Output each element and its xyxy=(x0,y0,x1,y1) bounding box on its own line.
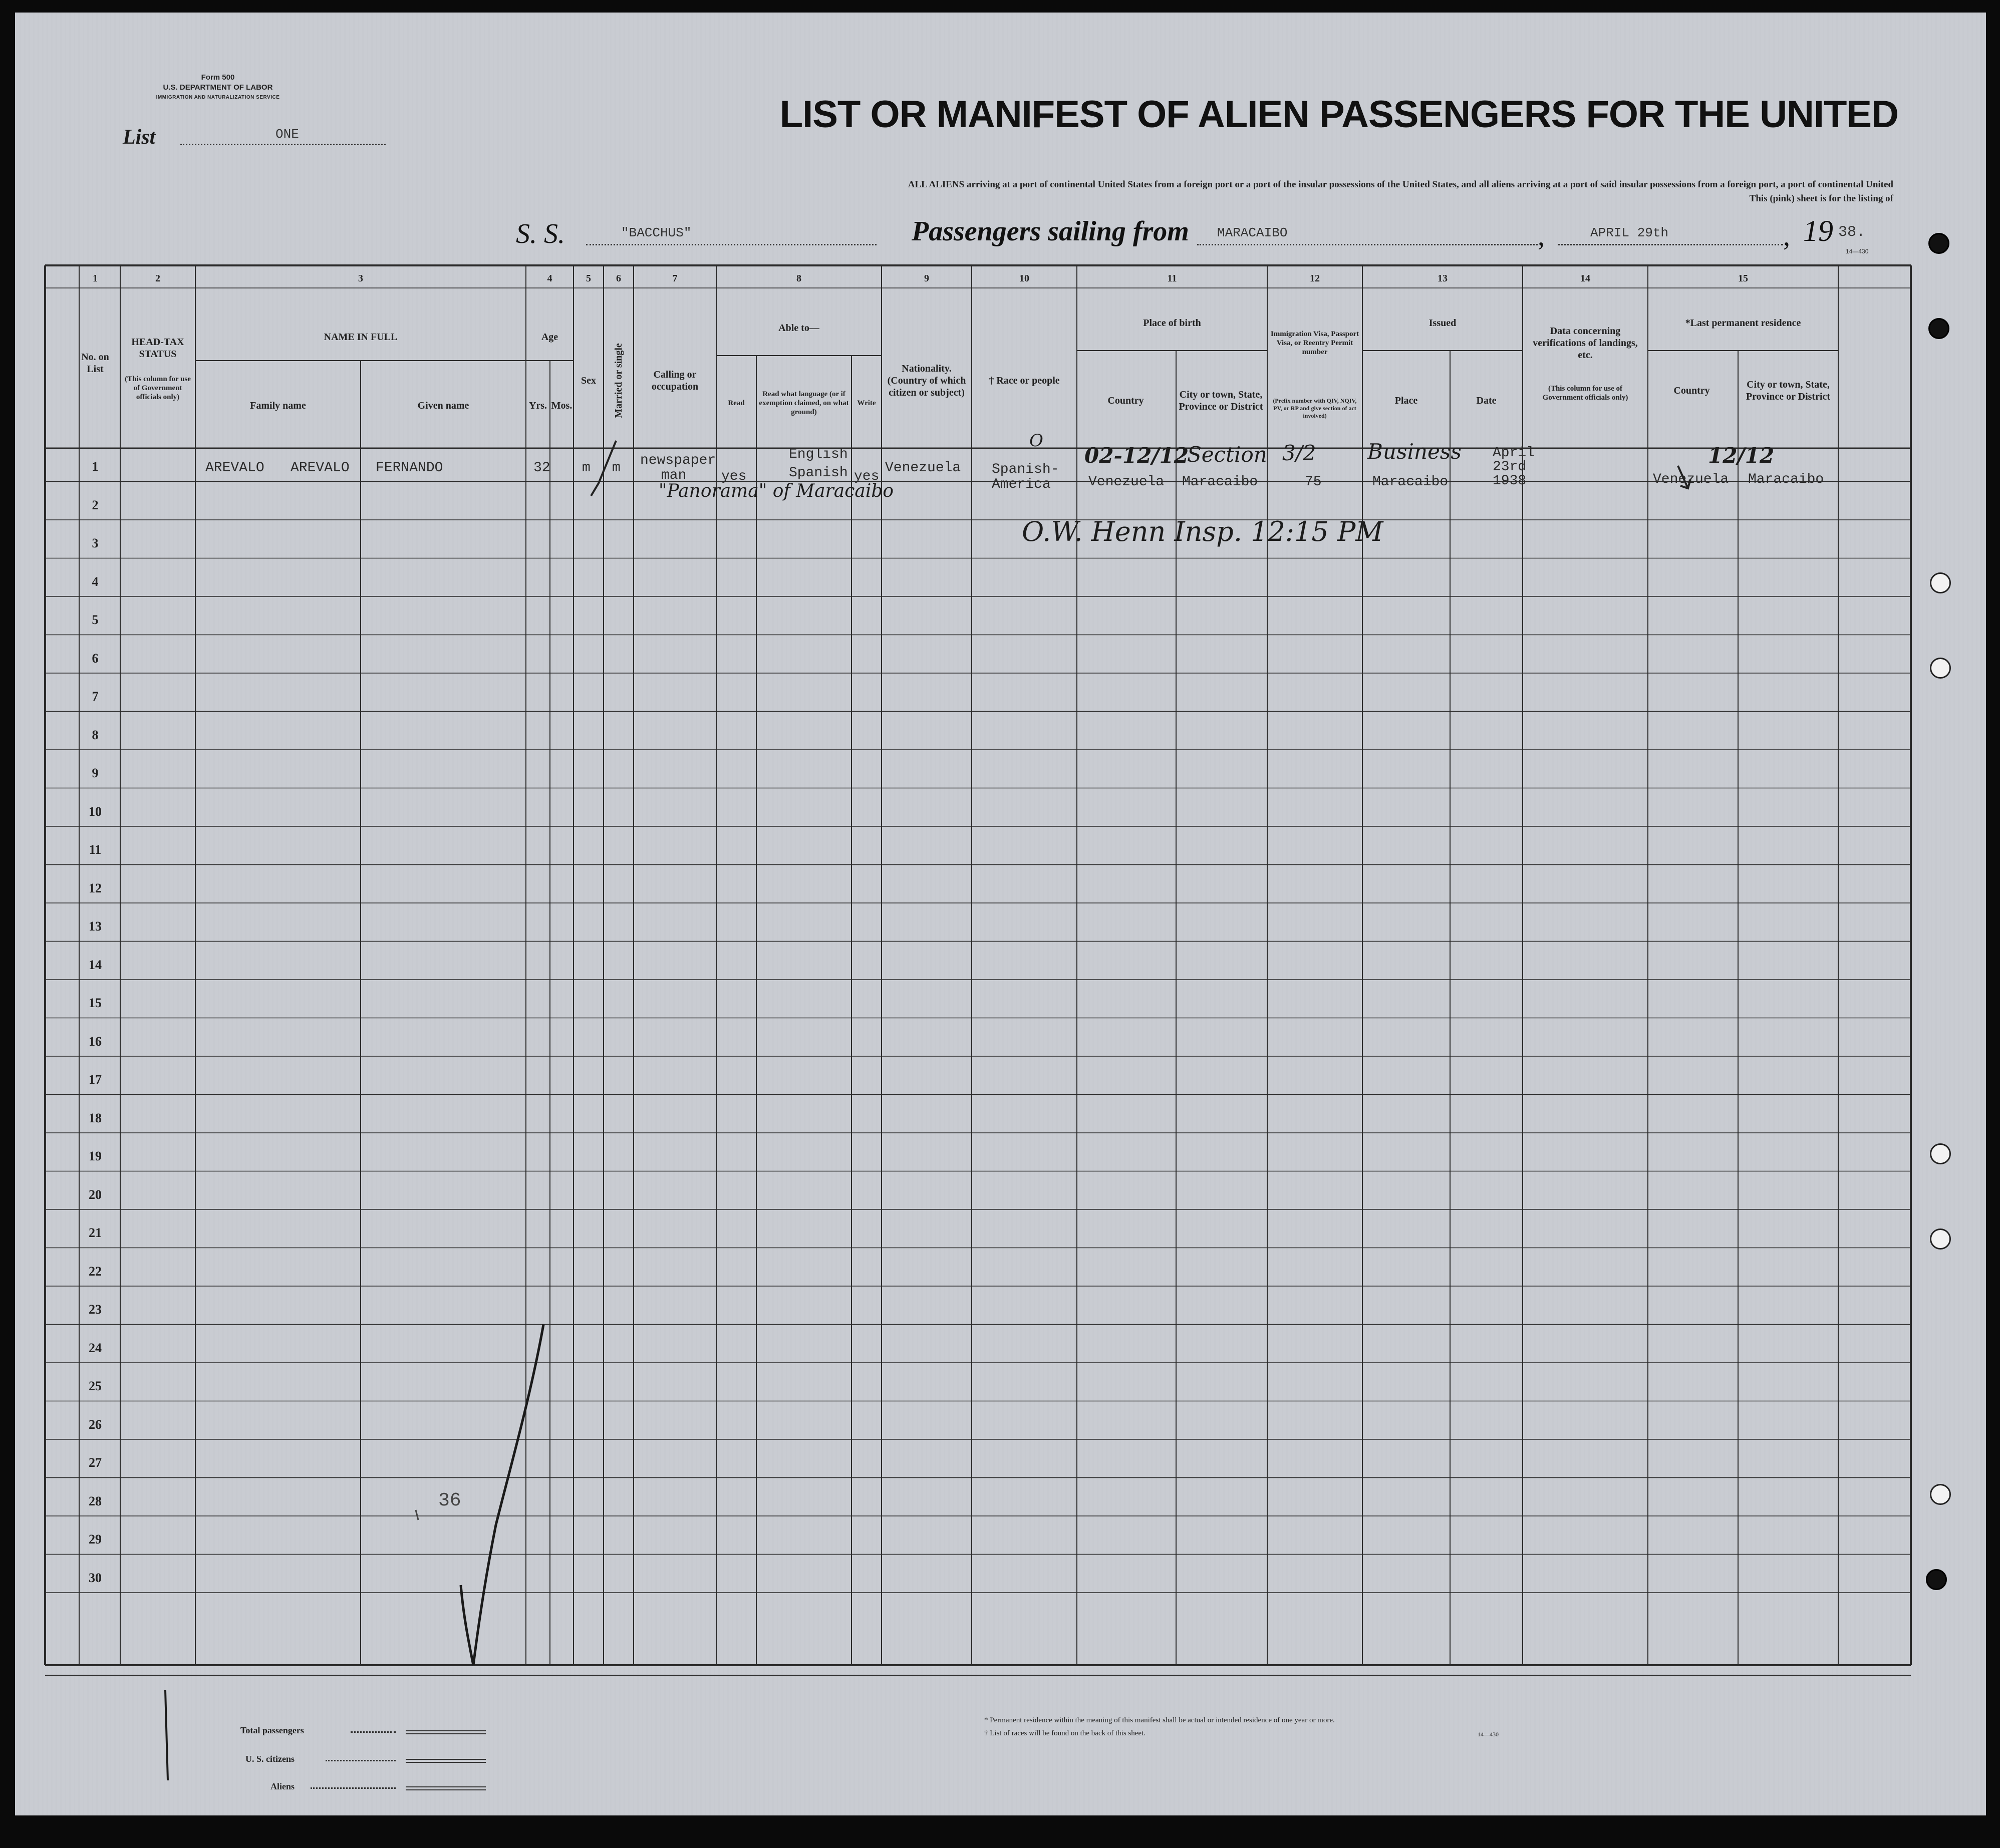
entry-language-1: English xyxy=(789,447,848,462)
column-number-14: 14 xyxy=(1580,273,1590,284)
long-check-stroke xyxy=(473,1325,543,1665)
footnote-races: † List of races will be found on the back of this sheet. xyxy=(984,1729,1146,1737)
header-given-name: Given name xyxy=(417,400,469,411)
handwritten-residence-note: 12/12 xyxy=(1708,443,1775,468)
entry-residence-city: Maracaibo xyxy=(1748,472,1824,487)
row-number-13: 13 xyxy=(89,919,102,934)
handwritten-employer: "Panorama" of Maracaibo xyxy=(659,481,894,501)
column-number-2: 2 xyxy=(155,273,160,284)
header-visa: Immigration Visa, Passport Visa, or Reentry Permit number xyxy=(1270,330,1359,356)
row-number-29: 29 xyxy=(89,1532,102,1547)
row-number-20: 20 xyxy=(89,1187,102,1202)
header-issued-date: Date xyxy=(1476,395,1497,406)
column-number-10: 10 xyxy=(1019,273,1029,284)
year-suffix: 38. xyxy=(1838,224,1866,241)
column-number-6: 6 xyxy=(616,273,621,284)
entry-race-1: Spanish- xyxy=(992,462,1059,477)
row-number-12: 12 xyxy=(89,880,102,895)
footer-form-code: 14—430 xyxy=(1478,1731,1499,1738)
sailing-label: Passengers sailing from xyxy=(912,216,1189,247)
subtitle-line-2: This (pink) sheet is for the listing of xyxy=(1749,193,1893,204)
row-number-3: 3 xyxy=(92,536,99,550)
aliens-line xyxy=(406,1786,486,1790)
row-number-16: 16 xyxy=(89,1034,102,1049)
column-number-7: 7 xyxy=(672,273,678,284)
row-number-9: 9 xyxy=(92,766,99,780)
binder-hole xyxy=(1930,1143,1951,1164)
row-number-30: 30 xyxy=(89,1570,102,1585)
entry-issued-place: Maracaibo xyxy=(1372,474,1449,490)
entry-sex: m xyxy=(582,460,591,476)
binder-hole xyxy=(1930,1484,1951,1505)
sailing-port: MARACAIBO xyxy=(1217,225,1288,240)
handwritten-race-mark: O xyxy=(1029,431,1043,451)
row-number-8: 8 xyxy=(92,727,99,742)
handwritten-marks xyxy=(15,13,1986,1815)
entry-write: yes xyxy=(854,469,880,484)
column-number-8: 8 xyxy=(796,273,801,284)
separator-comma: , xyxy=(1783,221,1790,252)
row-number-4: 4 xyxy=(92,574,99,589)
row-number-10: 10 xyxy=(89,804,102,819)
left-margin-stroke xyxy=(165,1690,168,1780)
row-number-7: 7 xyxy=(92,689,99,704)
header-no-on-list: No. on List xyxy=(81,352,109,375)
entry-residence-country: Venezuela xyxy=(1653,472,1729,487)
entry-issued-date-1: April xyxy=(1493,445,1535,461)
entry-visa-number: 75 xyxy=(1305,474,1322,490)
total-passengers-line xyxy=(406,1730,486,1734)
service-name: IMMIGRATION AND NATURALIZATION SERVICE xyxy=(156,95,280,100)
row-number-18: 18 xyxy=(89,1110,102,1125)
manifest-sheet xyxy=(15,13,1986,1815)
header-calling: Calling or occupation xyxy=(651,369,699,392)
column-number-5: 5 xyxy=(586,273,591,284)
ship-name: "BACCHUS" xyxy=(621,225,692,240)
aliens-label: Aliens xyxy=(270,1781,295,1791)
header-age: Age xyxy=(541,331,558,343)
column-number-12: 12 xyxy=(1310,273,1320,284)
header-family-name: Family name xyxy=(250,400,306,411)
header-married: Married or single xyxy=(613,343,624,418)
department-name: U.S. DEPARTMENT OF LABOR xyxy=(163,83,273,92)
list-value: ONE xyxy=(275,127,299,142)
header-residence-country: Country xyxy=(1673,385,1710,396)
header-name-in-full: NAME IN FULL xyxy=(324,331,398,343)
page-title: LIST OR MANIFEST OF ALIEN PASSENGERS FOR THE UNITED xyxy=(779,93,1898,136)
header-issued: Issued xyxy=(1428,318,1457,329)
entry-given-name: FERNANDO xyxy=(376,460,443,476)
entry-married: m xyxy=(612,460,621,476)
row-number-24: 24 xyxy=(89,1340,102,1355)
column-number-9: 9 xyxy=(924,273,929,284)
entry-family-name-2: AREVALO xyxy=(291,460,350,476)
header-data-note: (This column for use of Government officials only) xyxy=(1542,385,1628,402)
header-head-tax: HEAD-TAX STATUS xyxy=(131,337,184,360)
us-citizens-dots xyxy=(326,1760,396,1761)
entry-nationality: Venezuela xyxy=(885,460,961,476)
entry-issued-date-2: 23rd xyxy=(1493,459,1527,475)
row-number-28: 28 xyxy=(89,1493,102,1508)
header-issued-place: Place xyxy=(1394,395,1418,406)
row-number-6: 6 xyxy=(92,651,99,666)
form-number: Form 500 xyxy=(201,73,235,82)
row-number-11: 11 xyxy=(89,842,102,857)
entry-race-2: America xyxy=(992,477,1051,492)
footnote-permanent-residence: * Permanent residence within the meaning of this manifest shall be actual or intended residence of one year or more. xyxy=(984,1716,1335,1724)
row-number-27: 27 xyxy=(89,1455,102,1470)
row-number-19: 19 xyxy=(89,1149,102,1163)
header-last-residence: *Last permanent residence xyxy=(1685,318,1801,329)
binder-hole xyxy=(1930,658,1951,679)
arrow-mark xyxy=(1678,466,1688,488)
row-number-22: 22 xyxy=(89,1264,102,1279)
us-citizens-label: U. S. citizens xyxy=(245,1754,295,1764)
entry-read: yes xyxy=(721,469,747,484)
row-number-26: 26 xyxy=(89,1417,102,1432)
entry-birth-city: Maracaibo xyxy=(1182,474,1258,490)
header-able-to: Able to— xyxy=(778,323,819,334)
binder-hole xyxy=(1926,1569,1947,1590)
row-number-2: 2 xyxy=(92,497,99,512)
column-number-3: 3 xyxy=(358,273,363,284)
entry-occupation-2: man xyxy=(661,468,687,483)
total-passengers-label: Total passengers xyxy=(240,1725,304,1735)
column-number-1: 1 xyxy=(93,273,98,284)
header-visa-note: (Prefix number with QIV, NQIV, PV, or RP and give section of act involved) xyxy=(1273,397,1357,419)
entry-issued-date-3: 1938 xyxy=(1493,473,1527,489)
header-race: † Race or people xyxy=(989,375,1060,386)
row-number-23: 23 xyxy=(89,1302,102,1317)
column-number-4: 4 xyxy=(547,273,552,284)
entry-occupation-1: newspaper xyxy=(640,453,716,468)
header-read-language: Read what language (or if exemption claimed, on what ground) xyxy=(759,390,849,416)
tick-mark xyxy=(416,1510,418,1520)
total-passengers-dots xyxy=(351,1731,396,1733)
header-write: Write xyxy=(857,399,876,407)
header-birth-city: City or town, State, Province or District xyxy=(1179,389,1263,412)
ss-label: S. S. xyxy=(516,218,565,249)
header-sex: Sex xyxy=(581,375,596,386)
header-birth-country: Country xyxy=(1107,395,1144,406)
year-prefix: 19 xyxy=(1803,214,1833,247)
header-data-concerning: Data concerning verifications of landings, etc. xyxy=(1533,326,1638,361)
row-number-17: 17 xyxy=(89,1072,102,1087)
handwritten-visa-section: 3/2 xyxy=(1282,441,1316,465)
check-mark xyxy=(591,441,616,496)
row-number-25: 25 xyxy=(89,1379,102,1393)
binder-hole xyxy=(1928,318,1949,339)
form-code: 14—430 xyxy=(1846,248,1869,255)
column-number-13: 13 xyxy=(1438,273,1448,284)
handwritten-birth-note: 02-12/12 xyxy=(1084,443,1189,468)
entry-language-2: Spanish xyxy=(789,465,848,481)
binder-hole xyxy=(1930,572,1951,593)
header-nationality: Nationality. (Country of which citizen or subject) xyxy=(887,363,966,398)
long-check-start xyxy=(461,1585,473,1665)
header-read: Read xyxy=(728,399,745,407)
header-age-yrs: Yrs. xyxy=(528,400,547,411)
row-number-5: 5 xyxy=(92,612,99,627)
entry-age-years: 32 xyxy=(533,460,550,476)
header-head-tax-note: (This column for use of Government officials only) xyxy=(125,375,191,401)
separator-comma: , xyxy=(1538,221,1545,252)
binder-hole xyxy=(1928,233,1949,254)
row-number-14: 14 xyxy=(89,957,102,972)
row-number-15: 15 xyxy=(89,996,102,1010)
handwritten-visa-type: Business xyxy=(1367,439,1462,464)
column-number-15: 15 xyxy=(1738,273,1748,284)
aliens-dots xyxy=(311,1787,396,1789)
handwritten-section: Section xyxy=(1187,442,1267,467)
binder-hole xyxy=(1930,1228,1951,1250)
header-place-of-birth: Place of birth xyxy=(1143,318,1201,329)
column-number-11: 11 xyxy=(1167,273,1177,284)
row-number-1: 1 xyxy=(92,459,99,474)
list-label: List xyxy=(123,126,156,149)
entry-family-name: AREVALO xyxy=(205,460,264,476)
handwritten-inspector-signature: O.W. Henn Insp. 12:15 PM xyxy=(1022,516,1383,547)
sailing-date: APRIL 29th xyxy=(1590,225,1669,240)
header-age-mos: Mos. xyxy=(551,400,573,411)
row-number-21: 21 xyxy=(89,1225,102,1240)
subtitle-line-1: ALL ALIENS arriving at a port of continental United States from a foreign port or a port of the insular possessions of the United States, and all aliens arriving at a port of said insular possessions from a foreign port, a port of continental United xyxy=(908,179,1893,190)
entry-birth-country: Venezuela xyxy=(1088,474,1165,490)
us-citizens-line xyxy=(406,1759,486,1763)
header-residence-city: City or town, State, Province or District xyxy=(1746,379,1831,402)
page-number-stamp: 36 xyxy=(438,1490,461,1511)
